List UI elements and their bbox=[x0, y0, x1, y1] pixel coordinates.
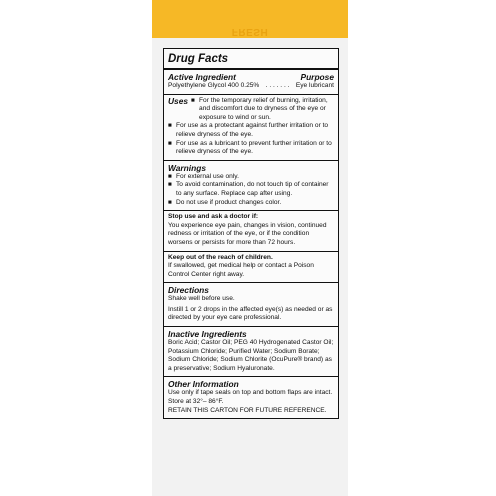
leader-dots: . . . . . . . bbox=[265, 82, 290, 89]
other-info-line: Store at 32°– 86°F. bbox=[168, 398, 224, 406]
stop-use-text: You experience eye pain, changes in vision, continued redness or irritation of the eye, or if the condition worsens or persists for more than 72 hours. bbox=[168, 221, 327, 246]
children-heading: Keep out of the reach of children. bbox=[168, 253, 273, 261]
purpose-heading: Purpose bbox=[300, 72, 334, 82]
other-info-line: RETAIN THIS CARTON FOR FUTURE REFERENCE. bbox=[168, 406, 327, 414]
stop-use-heading: Stop use and ask a doctor if: bbox=[168, 213, 259, 221]
drug-facts-panel bbox=[163, 48, 339, 419]
bullet-icon: ■ bbox=[191, 96, 195, 104]
warnings-heading: Warnings bbox=[168, 162, 207, 173]
bullet-icon: ■ bbox=[168, 122, 172, 130]
uses-bullet: For use as a lubricant to prevent further irritation or to relieve dryness of the eye. bbox=[176, 139, 332, 156]
active-ingredient-section bbox=[164, 70, 338, 94]
warnings-bullet: For external use only. bbox=[176, 172, 239, 180]
directions-line: Instill 1 or 2 drops in the affected eye(s) as needed or as directed by your eye care professional. bbox=[168, 305, 333, 322]
bullet-icon: ■ bbox=[168, 172, 172, 180]
warnings-bullet: To avoid contamination, do not touch tip of container to any surface. Replace cap after using. bbox=[176, 181, 329, 197]
active-purpose: Eye lubricant bbox=[295, 82, 334, 89]
inactive-section bbox=[164, 327, 338, 376]
other-info-heading: Other Information bbox=[168, 379, 239, 390]
uses-section bbox=[164, 95, 338, 160]
children-section bbox=[164, 252, 338, 283]
bullet-icon: ■ bbox=[168, 181, 172, 189]
active-heading: Active Ingredient bbox=[168, 72, 236, 82]
inactive-text: Boric Acid; Castor Oil; PEG 40 Hydrogenated Castor Oil; Potassium Chloride; Purified Water; Sodium Borate; Sodium Chloride; Sodium Chlorite (OcuPure® brand) as a preservative; Sodium Hyaluronate. bbox=[168, 339, 334, 372]
warnings-section bbox=[164, 161, 338, 210]
other-info-line: Use only if tape seals on top and bottom flaps are intact. bbox=[168, 389, 333, 397]
directions-heading: Directions bbox=[168, 285, 209, 296]
carton-top-flap bbox=[152, 0, 348, 38]
uses-bullet: For the temporary relief of burning, irritation, and discomfort due to dryness of the eye or exposure to wind or sun. bbox=[199, 96, 328, 121]
inactive-heading: Inactive Ingredients bbox=[168, 329, 247, 340]
active-ingredient: Polyethylene Glycol 400 0.25% bbox=[168, 82, 260, 89]
bullet-icon: ■ bbox=[168, 139, 172, 147]
stop-use-section bbox=[164, 211, 338, 250]
product-carton bbox=[152, 0, 348, 496]
uses-heading: Uses bbox=[168, 95, 189, 106]
uses-bullet: For use as a protectant against further irritation or to relieve dryness of the eye. bbox=[176, 122, 329, 138]
warnings-bullet: Do not use if product changes color. bbox=[176, 198, 282, 206]
children-text: If swallowed, get medical help or contact a Poison Control Center right away. bbox=[168, 262, 314, 278]
bullet-icon: ■ bbox=[168, 198, 172, 206]
directions-section bbox=[164, 283, 338, 326]
flap-text: FRESH bbox=[231, 26, 269, 37]
directions-line: Shake well before use. bbox=[168, 295, 235, 303]
panel-title: Drug Facts bbox=[168, 53, 229, 65]
other-info-section bbox=[164, 377, 338, 418]
